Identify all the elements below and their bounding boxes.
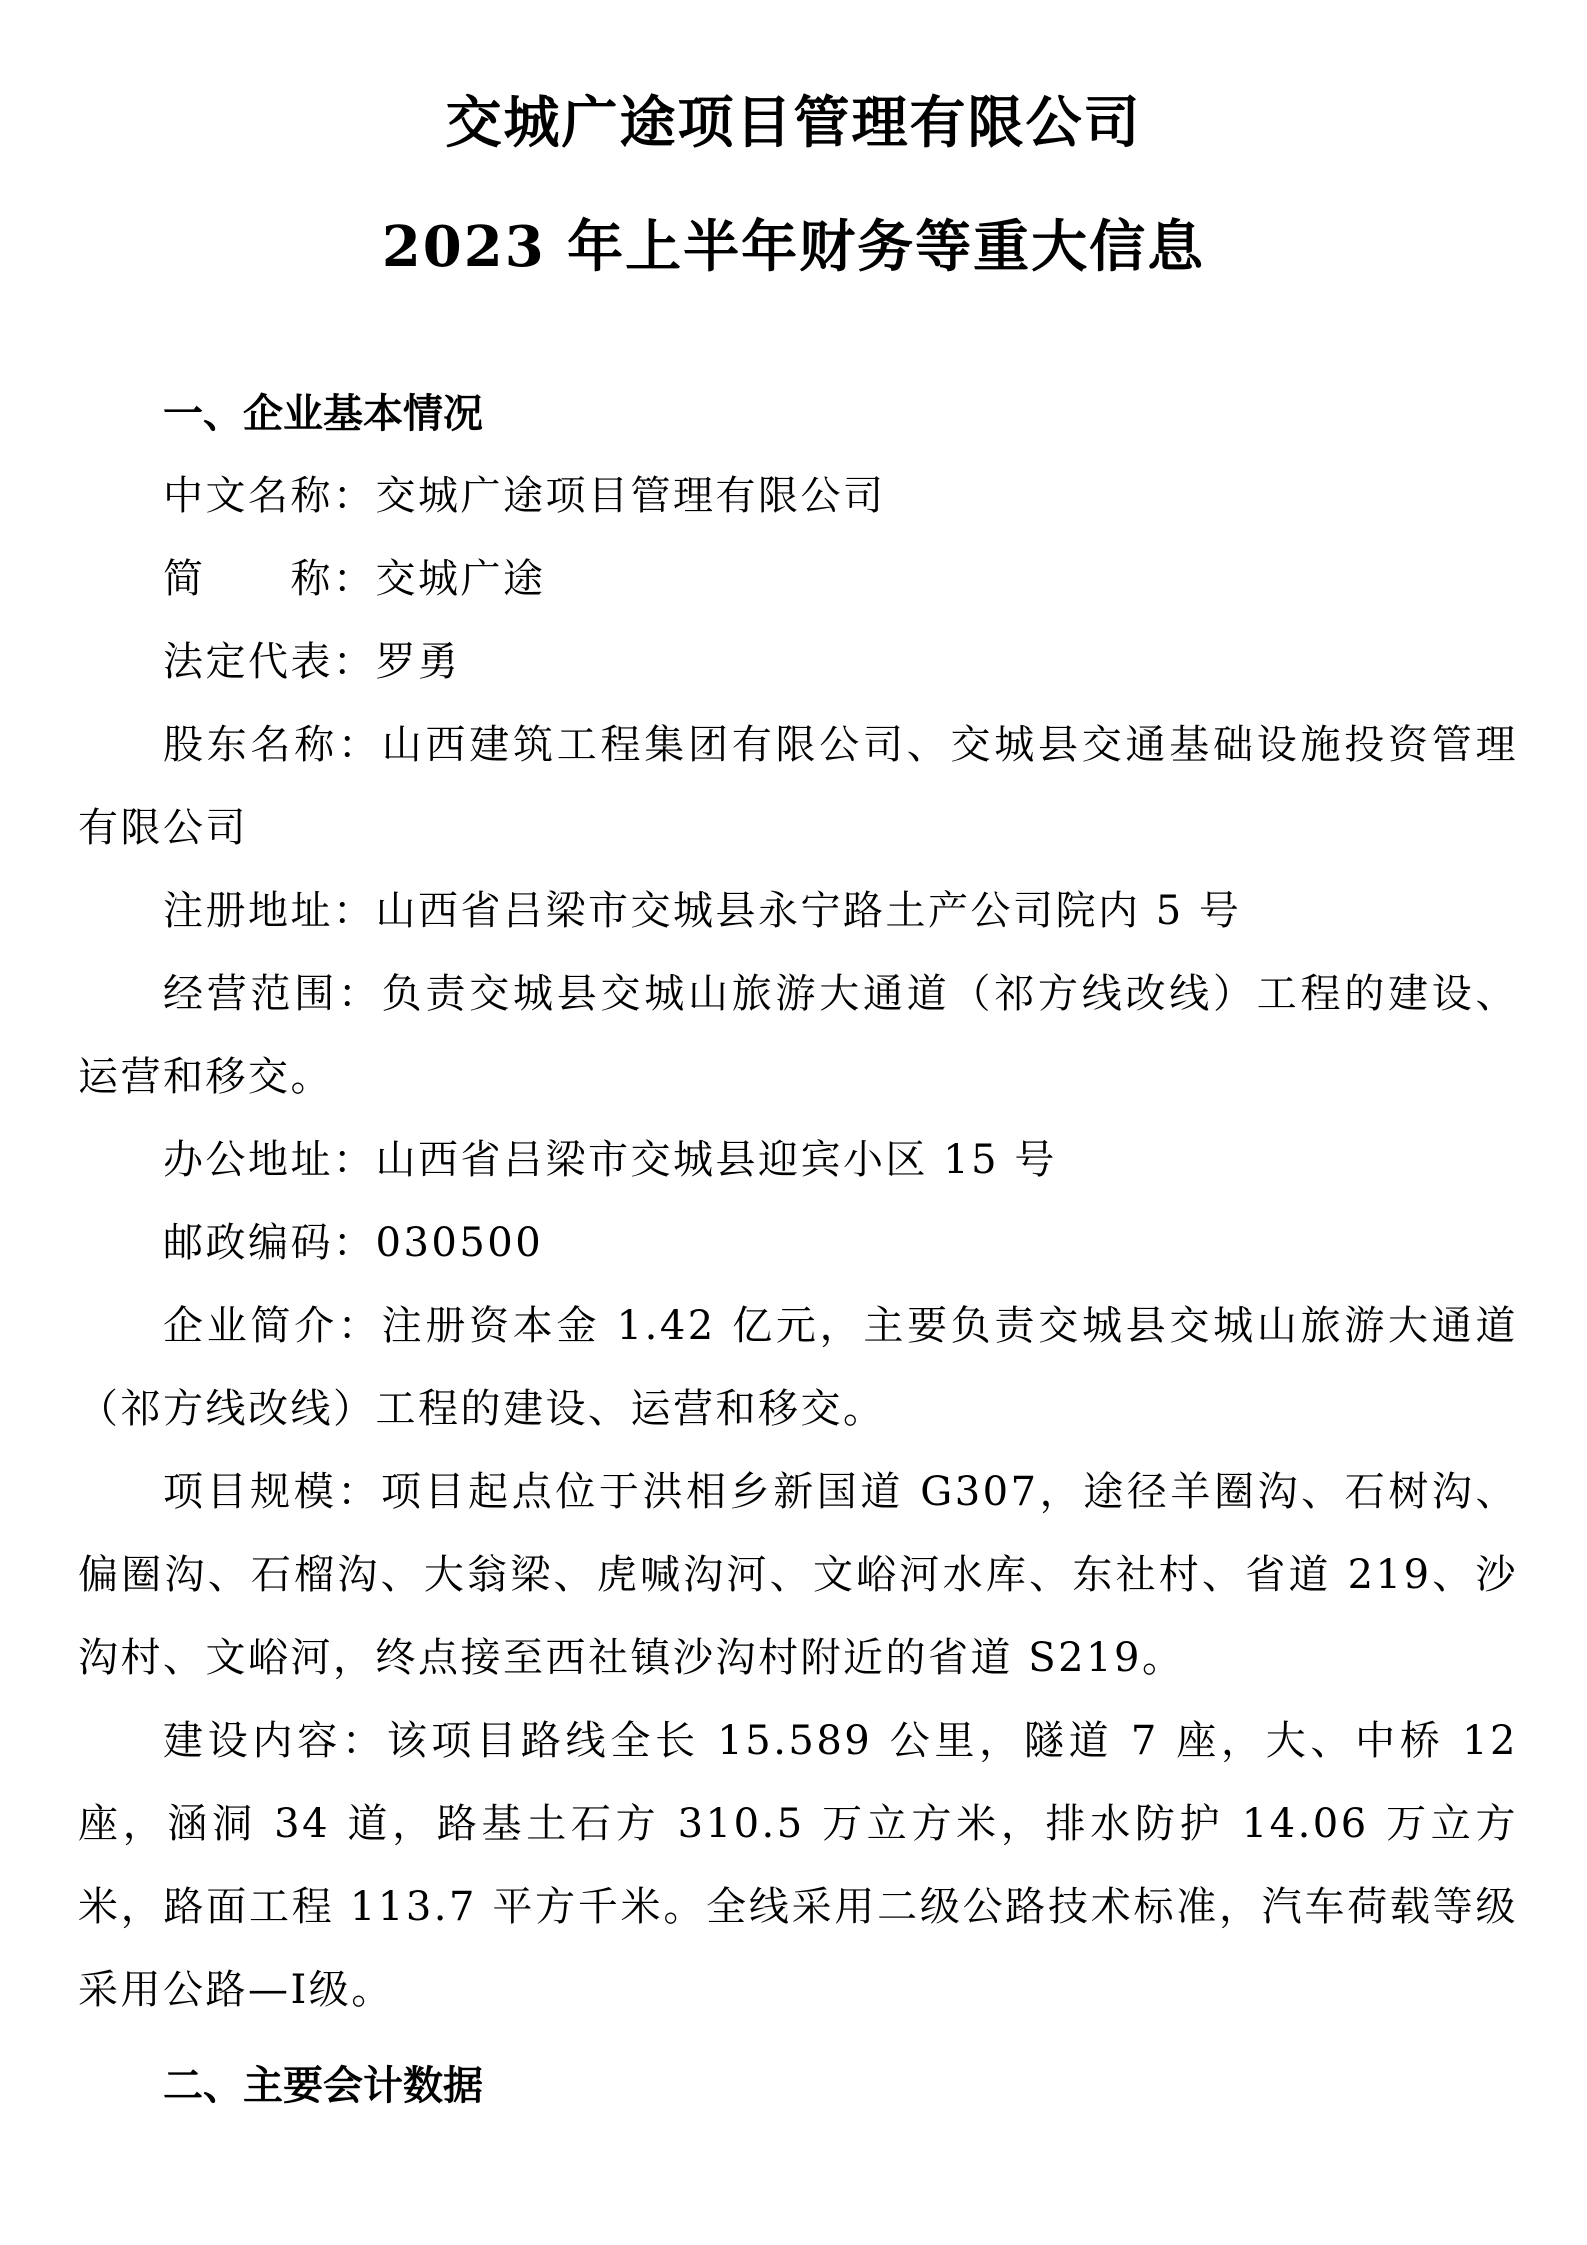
- field-value: 交城广途: [375, 556, 546, 602]
- section-heading-accounting-data: 二、主要会计数据: [163, 2062, 483, 2109]
- field-office-address: [78, 1119, 1518, 1202]
- field-value: 项目起点位于洪相乡新国道 G307，途径羊圈沟、石树沟、偏圈沟、石榴沟、大翁梁、虎喊沟河、文峪河水库、东社村、省道 219、沙沟村、文峪河，终点接至西社镇沙沟村附近的省道 S219。: [78, 1469, 1519, 1681]
- field-registered-address: [78, 870, 1518, 953]
- field-label: 经营范围：: [163, 971, 382, 1017]
- field-label: 股东名称：: [163, 722, 382, 768]
- field-value: 负责交城县交城山旅游大通道（祁方线改线）工程的建设、运营和移交。: [78, 971, 1518, 1100]
- field-value: 注册资本金 1.42 亿元，主要负责交城县交城山旅游大通道（祁方线改线）工程的建设、运营和移交。: [78, 1303, 1518, 1432]
- document-title-report: 2023 年上半年财务等重大信息: [381, 214, 1206, 280]
- field-chinese-name: [78, 455, 1518, 538]
- field-value: 山西省吕梁市交城县迎宾小区 15 号: [375, 1137, 1057, 1183]
- field-value: 罗勇: [375, 639, 461, 685]
- field-legal-representative: [78, 621, 1518, 704]
- field-label: 注册地址：: [163, 888, 376, 934]
- field-construction-content: [78, 1700, 1518, 2032]
- field-value: 山西省吕梁市交城县永宁路土产公司院内 5 号: [375, 888, 1242, 934]
- field-label: 邮政编码：: [163, 1220, 376, 1266]
- field-label: 法定代表：: [163, 639, 376, 685]
- field-business-scope: [78, 953, 1518, 1119]
- section-heading-basic-info: 一、企业基本情况: [163, 390, 483, 437]
- field-value: 该项目路线全长 15.589 公里，隧道 7 座，大、中桥 12 座，涵洞 34 道，路基土石方 310.5 万立方米，排水防护 14.06 万立方米，路面工程 113.7 平方千米。全线采用二级公路技术标准，汽车荷载等级采用公路—Ⅰ级。: [78, 1718, 1518, 2013]
- field-value: 山西建筑工程集团有限公司、交城县交通基础设施投资管理有限公司: [78, 722, 1518, 851]
- document-title-company: 交城广途项目管理有限公司: [445, 90, 1142, 156]
- field-label: 企业简介：: [163, 1303, 382, 1349]
- field-company-profile: [78, 1285, 1518, 1451]
- field-postal-code: [78, 1202, 1518, 1285]
- field-value: 交城广途项目管理有限公司: [375, 473, 886, 519]
- field-shareholders: [78, 704, 1518, 870]
- field-label: 中文名称：: [163, 473, 376, 519]
- field-project-scale: [78, 1451, 1518, 1700]
- field-label: 项目规模：: [163, 1469, 381, 1515]
- field-label: 建设内容：: [163, 1718, 387, 1764]
- field-short-name: [78, 538, 1518, 621]
- field-label: 简 称：: [163, 556, 376, 602]
- field-label: 办公地址：: [163, 1137, 376, 1183]
- field-value: 030500: [375, 1220, 544, 1266]
